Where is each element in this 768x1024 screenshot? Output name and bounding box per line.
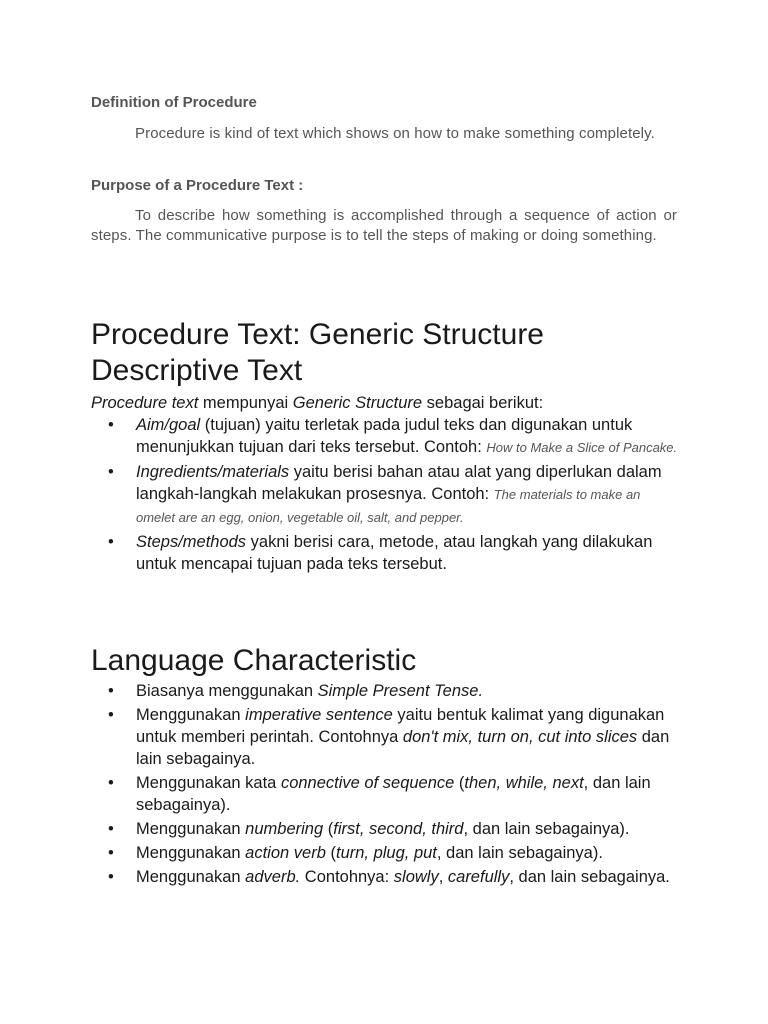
bullet-icon: • — [108, 416, 114, 434]
generic-structure-heading-line1: Procedure Text: Generic Structure — [91, 318, 544, 351]
item-text: yaitu bentuk kalimat yang digunakan untuk memberi perintah. Contohnya — [136, 706, 665, 746]
item-text: , dan lain sebagainya). — [436, 844, 603, 862]
bullet-icon: • — [108, 820, 114, 838]
intro-term-generic-structure: Generic Structure — [292, 394, 423, 412]
intro-term-procedure-text: Procedure text — [91, 394, 199, 412]
purpose-paragraph: To describe how something is accomplished through a sequence of action or steps. The communicative purpose is to tell the steps of making or doing something. — [91, 207, 677, 244]
bullet-icon: • — [108, 682, 114, 700]
item-term: imperative sentence — [245, 706, 393, 724]
bullet-icon: • — [108, 706, 114, 724]
item-text: ( — [323, 820, 334, 838]
item-term: Aim/goal — [136, 416, 201, 434]
generic-structure-heading — [91, 317, 691, 389]
list-item — [91, 842, 681, 864]
item-text: Menggunakan — [136, 706, 246, 724]
item-text: ( — [325, 844, 336, 862]
bullet-icon: • — [108, 844, 114, 862]
item-example: don't mix, turn on, cut into slices — [402, 728, 638, 746]
intro-end: sebagai berikut: — [422, 394, 544, 412]
definition-heading: Definition of Procedure — [91, 94, 257, 111]
item-example: carefully — [447, 868, 510, 886]
list-item — [91, 866, 681, 888]
item-example: slowly — [393, 868, 439, 886]
list-item — [91, 818, 681, 840]
language-list — [91, 680, 681, 890]
item-text: (tujuan) yaitu terletak pada judul teks dan digunakan untuk menunjukkan tujuan dari teks tersebut. Contoh: — [136, 416, 633, 456]
item-text: Menggunakan kata — [136, 774, 281, 792]
language-characteristic-heading: Language Characteristic — [91, 644, 417, 677]
bullet-icon: • — [108, 533, 114, 551]
generic-structure-list — [91, 414, 681, 577]
item-text: Contohnya: — [300, 868, 394, 886]
item-term: adverb. — [245, 868, 301, 886]
item-text: ( — [454, 774, 465, 792]
item-text: , dan lain sebagainya). — [136, 774, 651, 814]
generic-structure-intro — [91, 392, 691, 414]
bullet-icon: • — [108, 868, 114, 886]
item-text: dan lain sebagainya. — [136, 728, 670, 768]
generic-structure-heading-line2: Descriptive Text — [91, 354, 303, 387]
list-item — [91, 680, 681, 702]
item-term: action verb — [245, 844, 326, 862]
item-text: yaitu berisi bahan atau alat yang diperlukan dalam langkah-langkah melakukan prosesnya. Contoh: — [136, 463, 662, 503]
item-text: , dan lain sebagainya. — [509, 868, 670, 886]
item-text: Menggunakan — [136, 820, 246, 838]
list-item — [91, 461, 681, 529]
item-text: , dan lain sebagainya). — [463, 820, 630, 838]
item-example: The materials to make an omelet are an egg, onion, vegetable oil, salt, and pepper. — [136, 487, 641, 525]
item-example: How to Make a Slice of Pancake. — [486, 440, 678, 455]
item-example: turn, plug, put — [335, 844, 437, 862]
intro-mid: mempunyai — [198, 394, 293, 412]
list-item — [91, 772, 681, 816]
item-example: then, while, next — [464, 774, 584, 792]
item-text: , — [438, 868, 448, 886]
item-term: Steps/methods — [136, 533, 247, 551]
item-text: Menggunakan — [136, 844, 246, 862]
item-text: Menggunakan — [136, 868, 246, 886]
list-item — [91, 531, 681, 575]
item-term: Simple Present Tense. — [317, 682, 484, 700]
definition-paragraph: Procedure is kind of text which shows on how to make something completely. — [135, 125, 655, 142]
item-term: numbering — [245, 820, 324, 838]
bullet-icon: • — [108, 774, 114, 792]
item-term: Ingredients/materials — [136, 463, 290, 481]
list-item — [91, 704, 681, 770]
bullet-icon: • — [108, 463, 114, 481]
item-text: Biasanya menggunakan — [136, 682, 318, 700]
item-example: first, second, third — [333, 820, 464, 838]
purpose-heading: Purpose of a Procedure Text : — [91, 177, 304, 194]
item-text: yakni berisi cara, metode, atau langkah yang dilakukan untuk mencapai tujuan pada teks tersebut. — [136, 533, 653, 573]
item-term: connective of sequence — [280, 774, 455, 792]
list-item — [91, 414, 681, 459]
